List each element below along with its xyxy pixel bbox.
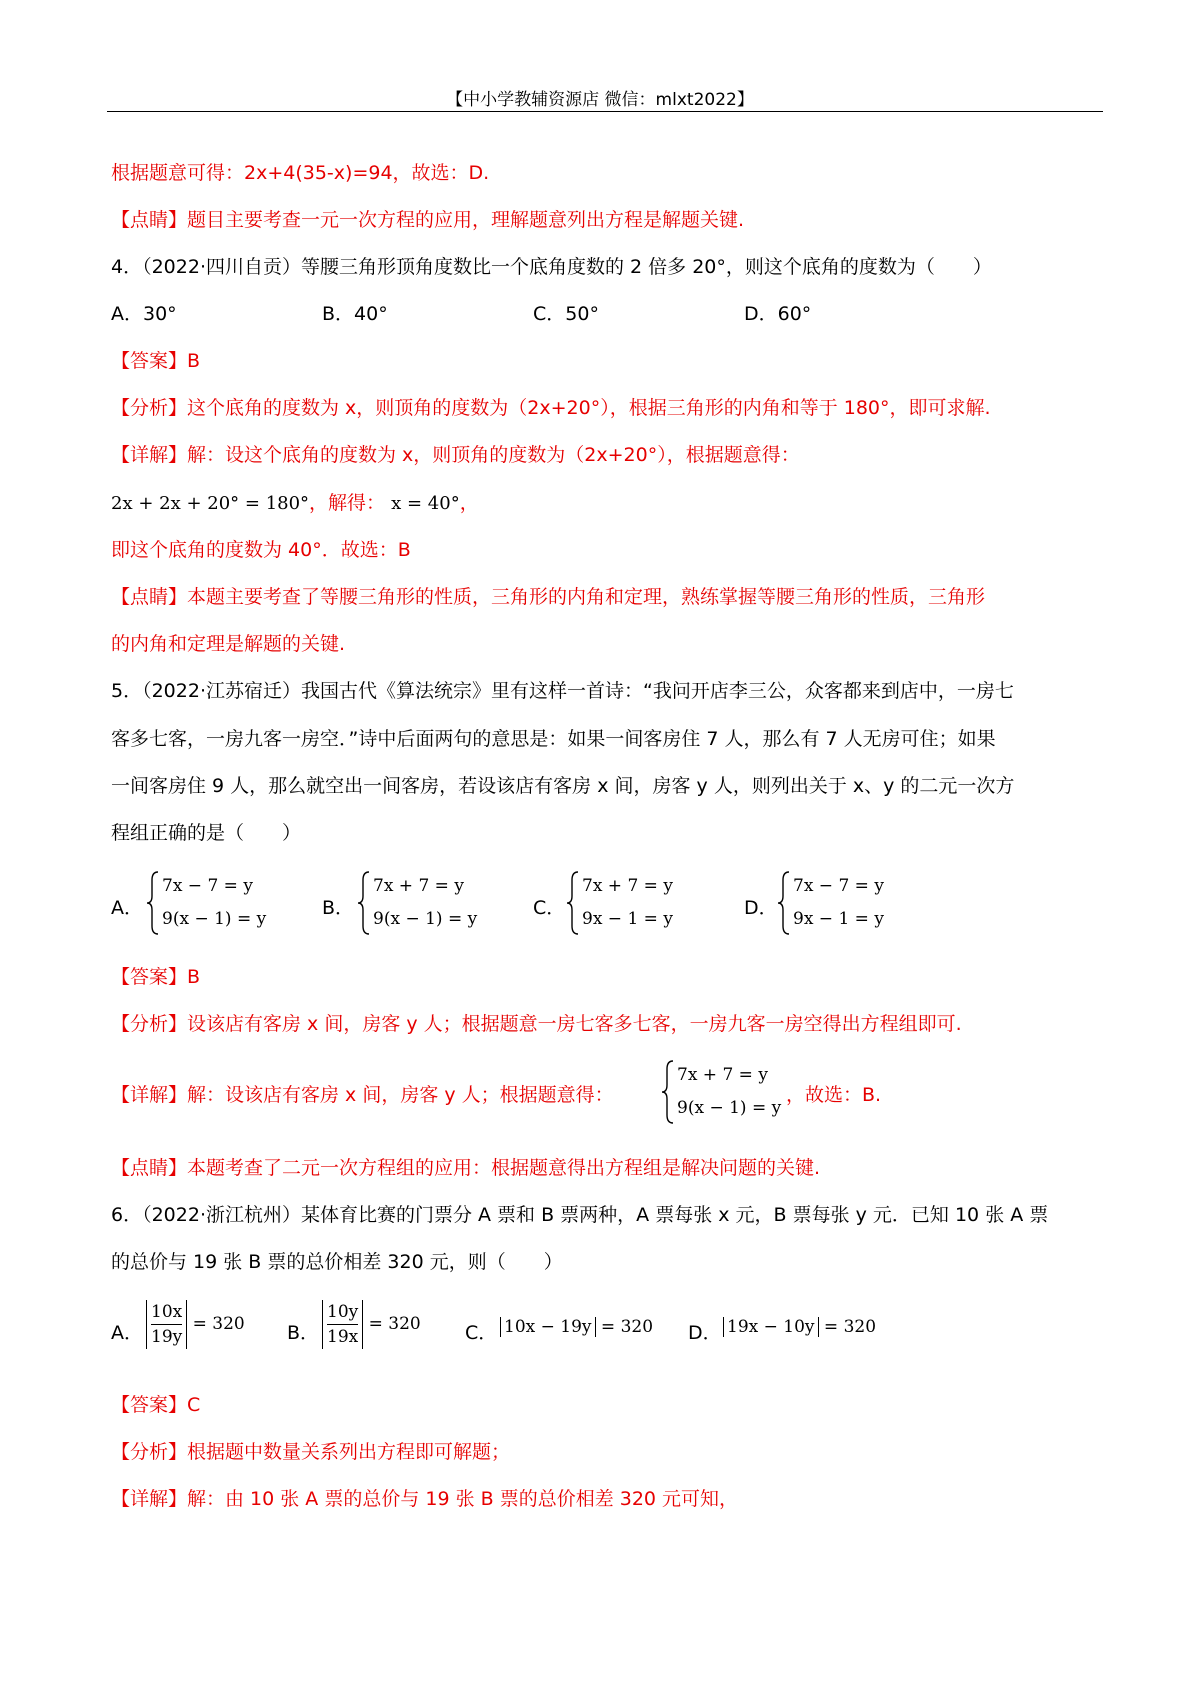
- page-header: 【中小学教辅资源店 微信：mlxt2022】: [446, 90, 754, 110]
- equation-row: 9x − 1 = y: [582, 909, 673, 929]
- fraction-numerator: 10y: [327, 1300, 358, 1325]
- q5-key-point: 【点睛】本题考查了二元一次方程组的应用：根据题意得出方程组是解决问题的关键.: [111, 1157, 821, 1179]
- q4-equation-mid: ，解得：: [309, 492, 386, 514]
- q5-option-c-label: C．: [533, 897, 566, 919]
- q4-detail: 【详解】解：设这个底角的度数为 x，则顶角的度数为（2x+20°），根据题意得：: [111, 444, 800, 466]
- equation-row: 7x − 7 = y: [793, 876, 884, 896]
- q5-option-a-label: A．: [111, 897, 143, 919]
- rhs: = 320: [600, 1317, 654, 1337]
- header-rule: [107, 111, 1103, 112]
- brace-icon: [146, 870, 160, 936]
- brace-icon: [777, 870, 791, 936]
- q4-option-b: B．40°: [322, 303, 388, 325]
- q5-answer: 【答案】B: [111, 966, 201, 988]
- equation-row: 7x + 7 = y: [373, 876, 464, 896]
- q6-option-d: [723, 1317, 876, 1337]
- q5-detail-end: ，故选：B.: [786, 1084, 882, 1106]
- q5-option-c-system: [566, 870, 716, 936]
- q6-option-c: [500, 1317, 653, 1337]
- solution-line: 根据题意可得：2x+4(35-x)=94，故选：D.: [111, 162, 490, 184]
- q4-equation-line: [111, 488, 479, 515]
- q5-option-d-system: [777, 870, 927, 936]
- equation-row: 9(x − 1) = y: [373, 909, 478, 929]
- q6-detail: 【详解】解：由 10 张 A 票的总价与 19 张 B 票的总价相差 320 元可知，: [111, 1488, 739, 1510]
- q4-answer: 【答案】B: [111, 350, 201, 372]
- q6-option-a-label: A．: [111, 1322, 143, 1344]
- q5-option-a-system: [146, 870, 296, 936]
- q6-option-b: [322, 1300, 421, 1349]
- q5-analysis: 【分析】设该店有客房 x 间，房客 y 人；根据题意一房七客多七客，一房九客一房空得出方程组即可.: [111, 1013, 962, 1035]
- q4-option-a: A．30°: [111, 303, 177, 325]
- q4-option-d: D．60°: [744, 303, 812, 325]
- equation-row: 9x − 1 = y: [793, 909, 884, 929]
- q6-analysis: 【分析】根据题中数量关系列出方程即可解题；: [111, 1441, 511, 1463]
- fraction-numerator: 10x: [151, 1300, 182, 1325]
- brace-icon: [661, 1059, 675, 1125]
- q5-detail-system: [661, 1059, 781, 1125]
- q5-detail: 【详解】解：设该店有客房 x 间，房客 y 人；根据题意得：: [111, 1084, 614, 1106]
- key-point-line: 【点睛】题目主要考查一元一次方程的应用，理解题意列出方程是解题关键.: [111, 209, 745, 231]
- question-5-line-1: 5．（2022·江苏宿迁）我国古代《算法统宗》里有这样一首诗：“我问开店李三公，众客都来到店中，一房七: [111, 680, 1014, 702]
- equation-row: 9(x − 1) = y: [162, 909, 267, 929]
- question-6-line-2: 的总价与 19 张 B 票的总价相差 320 元，则（ ）: [111, 1251, 563, 1273]
- q5-option-b-label: B．: [322, 897, 355, 919]
- q4-key-point-1: 【点睛】本题主要考查了等腰三角形的性质，三角形的内角和定理，熟练掌握等腰三角形的性质，三角形: [111, 586, 986, 608]
- q4-analysis: 【分析】这个底角的度数为 x，则顶角的度数为（2x+20°），根据三角形的内角和等于 180°，即可求解.: [111, 397, 991, 419]
- brace-icon: [357, 870, 371, 936]
- q6-option-b-label: B．: [287, 1322, 320, 1344]
- fraction-denominator: 19y: [151, 1327, 183, 1347]
- q6-option-d-label: D．: [688, 1322, 722, 1344]
- rhs: = 320: [823, 1317, 877, 1337]
- absolute-value: 19x − 10y: [723, 1317, 819, 1337]
- equation-row: 7x − 7 = y: [162, 876, 253, 896]
- equation-row: 7x + 7 = y: [582, 876, 673, 896]
- question-5-line-2: 客多七客，一房九客一房空．”诗中后面两句的意思是：如果一间客房住 7 人，那么有 7 人无房可住；如果: [111, 728, 996, 750]
- q5-option-b-system: [357, 870, 507, 936]
- q4-option-c: C．50°: [533, 303, 599, 325]
- absolute-value: 10x − 19y: [500, 1317, 596, 1337]
- q4-result: 即这个底角的度数为 40°．故选：B: [111, 539, 411, 561]
- question-5-line-3: 一间客房住 9 人，那么就空出一间客房，若设该店有客房 x 间，房客 y 人，则列出关于 x、y 的二元一次方: [111, 775, 1015, 797]
- q4-equation-end: ，: [459, 492, 479, 514]
- q6-answer: 【答案】C: [111, 1394, 201, 1416]
- question-4: 4．（2022·四川自贡）等腰三角形顶角度数比一个底角度数的 2 倍多 20°，则这个底角的度数为（ ）: [111, 256, 992, 278]
- q4-solution: x = 40°: [391, 493, 460, 514]
- q6-option-a: [146, 1300, 245, 1349]
- q4-key-point-2: 的内角和定理是解题的关键.: [111, 633, 346, 655]
- q6-option-c-label: C．: [465, 1322, 498, 1344]
- question-5-line-4: 程组正确的是（ ）: [111, 822, 302, 844]
- rhs: = 320: [192, 1314, 245, 1334]
- q4-equation: 2x + 2x + 20° = 180°: [111, 493, 310, 514]
- rhs: = 320: [368, 1314, 421, 1334]
- equation-row: 7x + 7 = y: [677, 1065, 768, 1085]
- brace-icon: [566, 870, 580, 936]
- equation-row: 9(x − 1) = y: [677, 1098, 782, 1118]
- fraction-denominator: 19x: [327, 1327, 359, 1347]
- q5-option-d-label: D．: [744, 897, 778, 919]
- question-6-line-1: 6．（2022·浙江杭州）某体育比赛的门票分 A 票和 B 票两种，A 票每张 x 元，B 票每张 y 元．已知 10 张 A 票: [111, 1204, 1049, 1226]
